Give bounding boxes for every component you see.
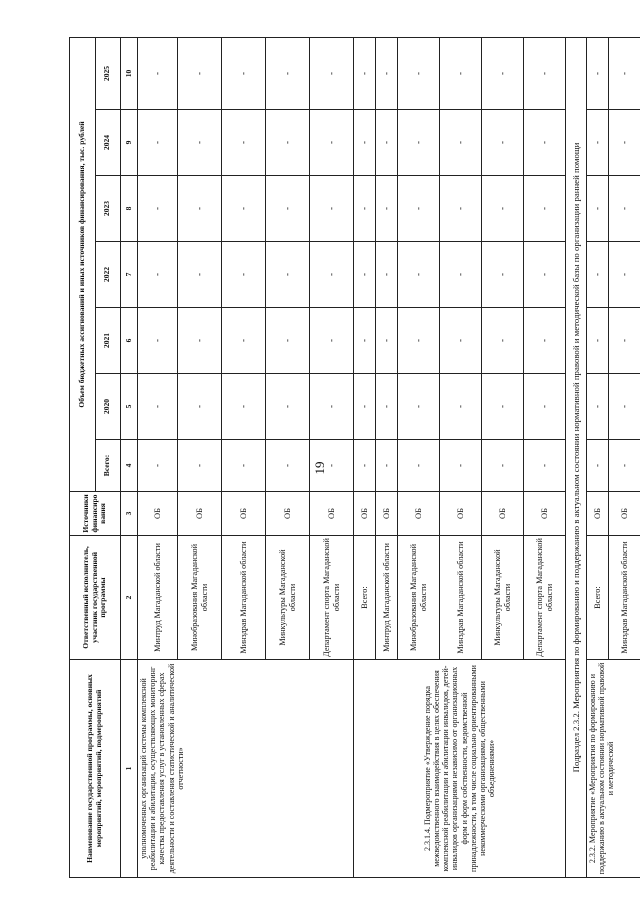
value-cell: - [524, 308, 566, 374]
source-cell: ОБ [138, 492, 178, 536]
value-cell: - [178, 242, 222, 308]
value-cell: - [440, 242, 482, 308]
col-number: 2 [121, 536, 138, 660]
value-cell: - [587, 242, 609, 308]
value-cell: - [482, 308, 524, 374]
value-cell: - [398, 440, 440, 492]
col-number: 4 [121, 440, 138, 492]
value-cell: - [524, 37, 566, 109]
executor-cell: Всего: [587, 536, 609, 660]
value-cell: - [354, 176, 376, 242]
value-cell: - [609, 110, 640, 176]
value-cell: - [398, 110, 440, 176]
value-cell: - [266, 308, 310, 374]
source-cell: ОБ [609, 492, 640, 536]
header-year: 2025 [95, 37, 121, 109]
source-cell: ОБ [222, 492, 266, 536]
value-cell: - [398, 37, 440, 109]
value-cell: - [178, 308, 222, 374]
value-cell: - [587, 440, 609, 492]
value-cell: - [354, 374, 376, 440]
executor-cell: Минобразования Магаданской области [178, 536, 222, 660]
executor-cell: Департамент спорта Магаданской области [310, 536, 354, 660]
header-year: 2022 [95, 242, 121, 308]
value-cell: - [482, 440, 524, 492]
source-cell: ОБ [266, 492, 310, 536]
header-year: 2021 [95, 308, 121, 374]
value-cell: - [440, 176, 482, 242]
value-cell: - [398, 308, 440, 374]
value-cell: - [266, 374, 310, 440]
value-cell: - [138, 242, 178, 308]
value-cell: - [609, 242, 640, 308]
value-cell: - [587, 308, 609, 374]
value-cell: - [440, 440, 482, 492]
value-cell: - [376, 110, 398, 176]
col-number: 6 [121, 308, 138, 374]
source-cell: ОБ [178, 492, 222, 536]
header-source: Источники финансиро вания [70, 492, 121, 536]
value-cell: - [310, 308, 354, 374]
col-number: 10 [121, 37, 138, 109]
value-cell: - [482, 374, 524, 440]
value-cell: - [524, 176, 566, 242]
value-cell: - [266, 37, 310, 109]
section-row [566, 37, 587, 877]
value-cell: - [440, 374, 482, 440]
col-number: 1 [121, 660, 138, 878]
source-cell: ОБ [354, 492, 376, 536]
value-cell: - [482, 110, 524, 176]
header-executor: Ответственный исполнитель, участник государственной программы [70, 536, 121, 660]
value-cell: - [587, 176, 609, 242]
header-name: Наименование государственной программы, основных мероприятий, мероприятий, подмероприятий [70, 660, 121, 878]
value-cell: - [178, 110, 222, 176]
executor-cell: Департамент спорта Магаданской области [524, 536, 566, 660]
value-cell: - [310, 110, 354, 176]
value-cell: - [138, 440, 178, 492]
value-cell: - [524, 242, 566, 308]
value-cell: - [609, 440, 640, 492]
value-cell: - [178, 374, 222, 440]
header-year: 2023 [95, 176, 121, 242]
value-cell: - [354, 308, 376, 374]
header-year: 2024 [95, 110, 121, 176]
source-cell: ОБ [376, 492, 398, 536]
value-cell: - [482, 176, 524, 242]
value-cell: - [609, 37, 640, 109]
col-number: 5 [121, 374, 138, 440]
value-cell: - [376, 242, 398, 308]
value-cell: - [310, 440, 354, 492]
executor-cell: Минздрав Магаданской области [222, 536, 266, 660]
value-cell: - [440, 308, 482, 374]
value-cell: - [138, 374, 178, 440]
value-cell: - [138, 308, 178, 374]
source-cell: ОБ [482, 492, 524, 536]
value-cell: - [310, 37, 354, 109]
value-cell: - [524, 374, 566, 440]
table-row [587, 37, 609, 877]
header-row [70, 37, 96, 877]
source-cell: ОБ [524, 492, 566, 536]
source-cell: ОБ [310, 492, 354, 536]
table-row [138, 37, 178, 877]
value-cell: - [482, 242, 524, 308]
executor-cell: Минкультуры Магаданской области [482, 536, 524, 660]
value-cell: - [440, 37, 482, 109]
financing-table [69, 37, 640, 878]
col-number: 9 [121, 110, 138, 176]
value-cell: - [482, 37, 524, 109]
header-year: 2020 [95, 374, 121, 440]
value-cell: - [222, 440, 266, 492]
rotated-table-container [69, 38, 630, 878]
value-cell: - [138, 176, 178, 242]
value-cell: - [398, 374, 440, 440]
value-cell: - [178, 176, 222, 242]
executor-cell: Минтруд Магаданской области [138, 536, 178, 660]
value-cell: - [354, 110, 376, 176]
block3-name: 2.3.2. Мероприятие «Мероприятия по формированию и поддержанию в актуальном состоянии нормативной правовой и методической [587, 660, 640, 878]
value-cell: - [222, 110, 266, 176]
value-cell: - [524, 440, 566, 492]
section-heading: Подраздел 2.3.2. Мероприятия по формированию и поддержанию в актуальном состоянии нормативной правовой и методической базы по организации ранней помощи [566, 37, 587, 877]
col-number: 8 [121, 176, 138, 242]
value-cell: - [376, 374, 398, 440]
value-cell: - [587, 37, 609, 109]
value-cell: - [138, 110, 178, 176]
source-cell: ОБ [587, 492, 609, 536]
value-cell: - [398, 176, 440, 242]
executor-cell: Минкультуры Магаданской области [266, 536, 310, 660]
block2-name: 2.3.1.4. Подмероприятие «Утверждение порядка межведомственного взаимодействия в целях обеспечения комплексной реабилитации и абилитации инвалидов, детей-инвалидов организациями независимо от организационных форм и форм собственности, ведомственной принадлежности, в том числе социально ориентированными некоммерческими организациями, общественными объединениями» [354, 660, 566, 878]
col-number: 7 [121, 242, 138, 308]
value-cell: - [222, 374, 266, 440]
value-cell: - [609, 374, 640, 440]
value-cell: - [222, 308, 266, 374]
value-cell: - [310, 242, 354, 308]
executor-cell: Минздрав Магаданской области [609, 536, 640, 660]
executor-cell: Минтруд Магаданской области [376, 536, 398, 660]
value-cell: - [376, 440, 398, 492]
value-cell: - [354, 242, 376, 308]
value-cell: - [266, 440, 310, 492]
value-cell: - [178, 37, 222, 109]
value-cell: - [354, 440, 376, 492]
table-row [354, 37, 376, 877]
col-number: 3 [121, 492, 138, 536]
value-cell: - [222, 242, 266, 308]
value-cell: - [376, 176, 398, 242]
value-cell: - [398, 242, 440, 308]
table-body [138, 37, 640, 877]
value-cell: - [266, 176, 310, 242]
value-cell: - [222, 176, 266, 242]
value-cell: - [310, 374, 354, 440]
value-cell: - [440, 110, 482, 176]
block1-name: уполномоченных организаций системы комплексной реабилитации и абилитации, осуществляющих мониторинг качества предоставления услуг в установленных сферах деятельности и составления статистической и аналитической отчетности» [138, 660, 354, 878]
executor-cell: Минобразования Магаданской области [398, 536, 440, 660]
value-cell: - [310, 176, 354, 242]
value-cell: - [266, 110, 310, 176]
value-cell: - [587, 110, 609, 176]
value-cell: - [587, 374, 609, 440]
source-cell: ОБ [398, 492, 440, 536]
header-total: Всего: [95, 440, 121, 492]
value-cell: - [524, 110, 566, 176]
value-cell: - [354, 37, 376, 109]
page-number: 19 [312, 461, 327, 475]
source-cell: ОБ [440, 492, 482, 536]
value-cell: - [376, 308, 398, 374]
value-cell: - [376, 37, 398, 109]
value-cell: - [609, 176, 640, 242]
executor-cell: Всего: [354, 536, 376, 660]
value-cell: - [266, 242, 310, 308]
value-cell: - [222, 37, 266, 109]
value-cell: - [138, 37, 178, 109]
value-cell: - [178, 440, 222, 492]
value-cell: - [609, 308, 640, 374]
header-funding: Объем бюджетных ассигнований и иных источников финансирования, тыс. рублей [70, 37, 96, 491]
executor-cell: Минздрав Магаданской области [440, 536, 482, 660]
column-number-row [121, 37, 138, 877]
